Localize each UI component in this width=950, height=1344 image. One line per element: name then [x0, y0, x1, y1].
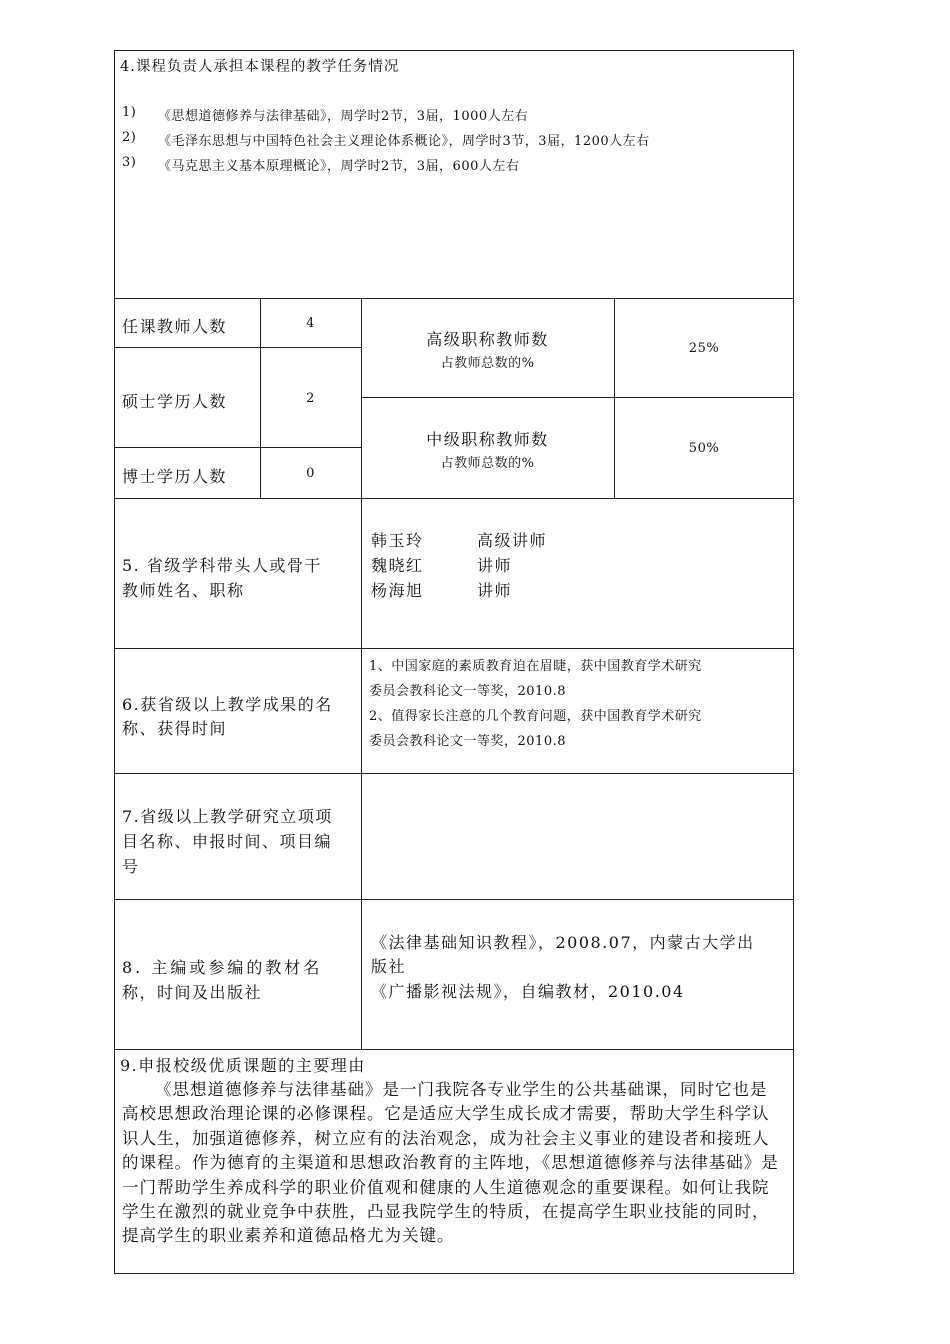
achievement-line: 2、值得家长注意的几个教育问题，获中国教育学术研究: [369, 709, 702, 724]
row-divider: [114, 648, 794, 649]
list-item: 《马克思主义基本原理概论》，周学时2节，3届，600人左右: [158, 159, 520, 174]
section7-label: 目名称、申报时间、项目编: [122, 832, 333, 851]
textbook-line: 版社: [371, 957, 407, 976]
person-name: 魏晓红: [371, 556, 424, 575]
person-name: 韩玉玲: [371, 531, 424, 550]
row-divider: [114, 1049, 794, 1050]
achievement-line: 委员会教科论文一等奖，2010.8: [369, 734, 566, 749]
textbook-line: 《广播影视法规》，自编教材，2010.04: [371, 982, 685, 1001]
achievement-line: 1、中国家庭的素质教育迫在眉睫，获中国教育学术研究: [369, 659, 702, 674]
teachers-count-label: 任课教师人数: [122, 317, 228, 336]
row-divider: [114, 773, 794, 774]
achievement-line: 委员会教科论文一等奖，2010.8: [369, 684, 566, 699]
section6-label: 6.获省级以上教学成果的名: [122, 695, 333, 714]
section7-label: 号: [122, 857, 140, 876]
middle-ratio-label: 占教师总数的%: [440, 456, 535, 471]
person-title: 高级讲师: [477, 531, 548, 550]
column-divider: [614, 298, 615, 498]
masters-count-label: 硕士学历人数: [122, 392, 228, 411]
list-item: 《毛泽东思想与中国特色社会主义理论体系概论》，周学时3节，3届，1200人左右: [158, 134, 650, 149]
section6-label: 称、获得时间: [122, 719, 228, 738]
section8-label: 8. 主编或参编的教材名: [122, 958, 323, 977]
list-item: 《思想道德修养与法律基础》，周学时2节，3届，1000人左右: [158, 109, 529, 124]
section9-paragraph: 《思想道德修养与法律基础》是一门我院各专业学生的公共基础课，同时它也是高校思想政治理论课的必修课程。它是适应大学生成长成才需要，帮助大学生科学认识人生，加强道德修养，树立应有的法治观念，成为社会主义事业的建设者和接班人的课程。作为德育的主渠道和思想政治教育的主阵地，《思想道德修养与法律基础》是一门帮助学生养成科学的职业价值观和健康的人生道德观念的重要课程。如何让我院学生在激烈的就业竞争中获胜，凸显我院学生的特质，在提高学生职业技能的同时，提高学生的职业素养和道德品格尤为关键。: [122, 1080, 779, 1246]
row-divider: [114, 298, 794, 299]
section8-label: 称，时间及出版社: [122, 983, 263, 1002]
person-title: 讲师: [477, 556, 513, 575]
senior-ratio-label: 占教师总数的%: [440, 356, 535, 371]
masters-count-value: 2: [306, 391, 315, 406]
middle-ratio-value: 50%: [688, 441, 720, 456]
person-title: 讲师: [477, 581, 513, 600]
phd-count-label: 博士学历人数: [122, 467, 228, 486]
list-item-number: 3): [122, 155, 137, 170]
row-divider: [114, 447, 361, 448]
teachers-count-value: 4: [306, 316, 315, 331]
senior-ratio-value: 25%: [688, 341, 720, 356]
row-divider: [114, 899, 794, 900]
section5-label: 教师姓名、职称: [122, 581, 245, 600]
list-item-number: 1): [122, 105, 137, 120]
section5-label: 5. 省级学科带头人或骨干: [122, 556, 322, 575]
senior-ratio-label: 高级职称教师数: [426, 330, 549, 349]
row-divider: [361, 397, 794, 398]
column-divider: [361, 298, 362, 1049]
row-divider: [114, 347, 361, 348]
section4-title: 4.课程负责人承担本课程的教学任务情况: [120, 59, 400, 75]
textbook-line: 《法律基础知识教程》，2008.07，内蒙古大学出: [371, 933, 755, 952]
middle-ratio-label: 中级职称教师数: [426, 430, 549, 449]
list-item-number: 2): [122, 130, 137, 145]
section7-label: 7.省级以上教学研究立项项: [122, 807, 333, 826]
section9-title: 9.申报校级优质课题的主要理由: [120, 1056, 366, 1075]
person-name: 杨海旭: [371, 581, 424, 600]
row-divider: [114, 498, 794, 499]
phd-count-value: 0: [306, 466, 315, 481]
